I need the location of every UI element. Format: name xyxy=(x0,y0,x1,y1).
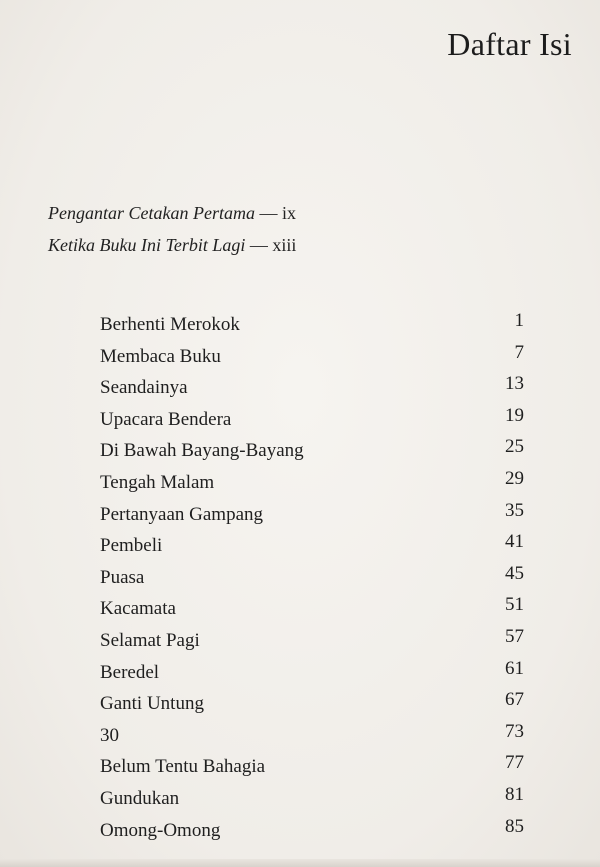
toc-entry-title: Tengah Malam xyxy=(100,471,215,493)
toc-entry xyxy=(100,341,524,378)
toc-entry-page: 51 xyxy=(505,594,524,616)
front-matter-page: ix xyxy=(281,203,296,223)
toc-entry xyxy=(100,531,524,567)
toc-entry-page: 35 xyxy=(505,499,524,521)
toc-entry xyxy=(100,815,524,852)
toc-entry-title: Pertanyaan Gampang xyxy=(100,503,264,525)
toc-entry-title: Selamat Pagi xyxy=(100,629,200,651)
front-matter-separator: — xyxy=(249,235,273,255)
toc-entry xyxy=(100,689,524,725)
toc-entry xyxy=(100,373,524,409)
front-matter-page: xiii xyxy=(272,235,297,255)
toc-entry-page: 73 xyxy=(505,720,524,742)
toc-entry xyxy=(100,499,524,536)
toc-entry xyxy=(100,625,524,662)
toc-entry-page: 1 xyxy=(514,310,524,331)
toc-entry-title: 30 xyxy=(100,724,119,746)
toc-entry-title: Puasa xyxy=(100,566,145,588)
front-matter-list xyxy=(48,197,296,261)
toc-entry-page: 67 xyxy=(505,689,524,711)
front-matter-separator: — xyxy=(259,203,282,223)
toc-entry-page: 13 xyxy=(505,373,524,395)
toc-entry-title: Omong-Omong xyxy=(100,819,221,841)
toc-entry xyxy=(100,657,524,694)
toc-entry xyxy=(100,436,524,472)
toc-entry-page: 41 xyxy=(505,531,524,553)
toc-entry xyxy=(100,783,524,820)
toc-entry-title: Ganti Untung xyxy=(100,693,204,715)
toc-entry-page: 29 xyxy=(505,467,524,489)
toc-entry-title: Pembeli xyxy=(100,535,163,557)
toc-entry xyxy=(100,562,524,599)
front-matter-title: Pengantar Cetakan Pertama xyxy=(48,203,255,223)
page-title: Daftar Isi xyxy=(447,26,572,62)
toc-entry-title: Di Bawah Bayang-Bayang xyxy=(100,440,304,462)
front-matter-title: Ketika Buku Ini Terbit Lagi xyxy=(48,235,246,255)
toc-entry-page: 61 xyxy=(505,657,524,679)
toc-entry-title: Seandainya xyxy=(100,377,188,399)
toc-entry-title: Belum Tentu Bahagia xyxy=(100,756,266,778)
toc-entry-title: Upacara Bendera xyxy=(100,408,232,430)
toc-entry-page: 57 xyxy=(505,625,524,647)
toc-entry-title: Berhenti Merokok xyxy=(100,314,240,335)
toc-entry-title: Membaca Buku xyxy=(100,345,221,367)
toc-entry-title: Beredel xyxy=(100,661,160,683)
toc-entry-page: 7 xyxy=(514,341,524,363)
toc-entry-page: 81 xyxy=(505,783,524,805)
toc-entry-page: 45 xyxy=(505,562,524,584)
toc-entry xyxy=(100,467,524,504)
toc-list xyxy=(100,310,524,851)
front-matter-item xyxy=(48,229,296,261)
toc-entry-page: 85 xyxy=(505,815,524,837)
toc-entry xyxy=(100,594,524,630)
toc-entry-page: 77 xyxy=(505,752,524,774)
page-bottom-edge xyxy=(0,859,600,867)
toc-entry xyxy=(100,720,524,757)
toc-entry xyxy=(100,310,524,346)
toc-entry-title: Kacamata xyxy=(100,598,176,620)
toc-entry xyxy=(100,404,524,441)
toc-entry-title: Gundukan xyxy=(100,787,180,809)
toc-entry-page: 25 xyxy=(505,436,524,458)
toc-entry xyxy=(100,752,524,788)
front-matter-item xyxy=(48,197,296,229)
toc-entry-page: 19 xyxy=(505,404,524,426)
